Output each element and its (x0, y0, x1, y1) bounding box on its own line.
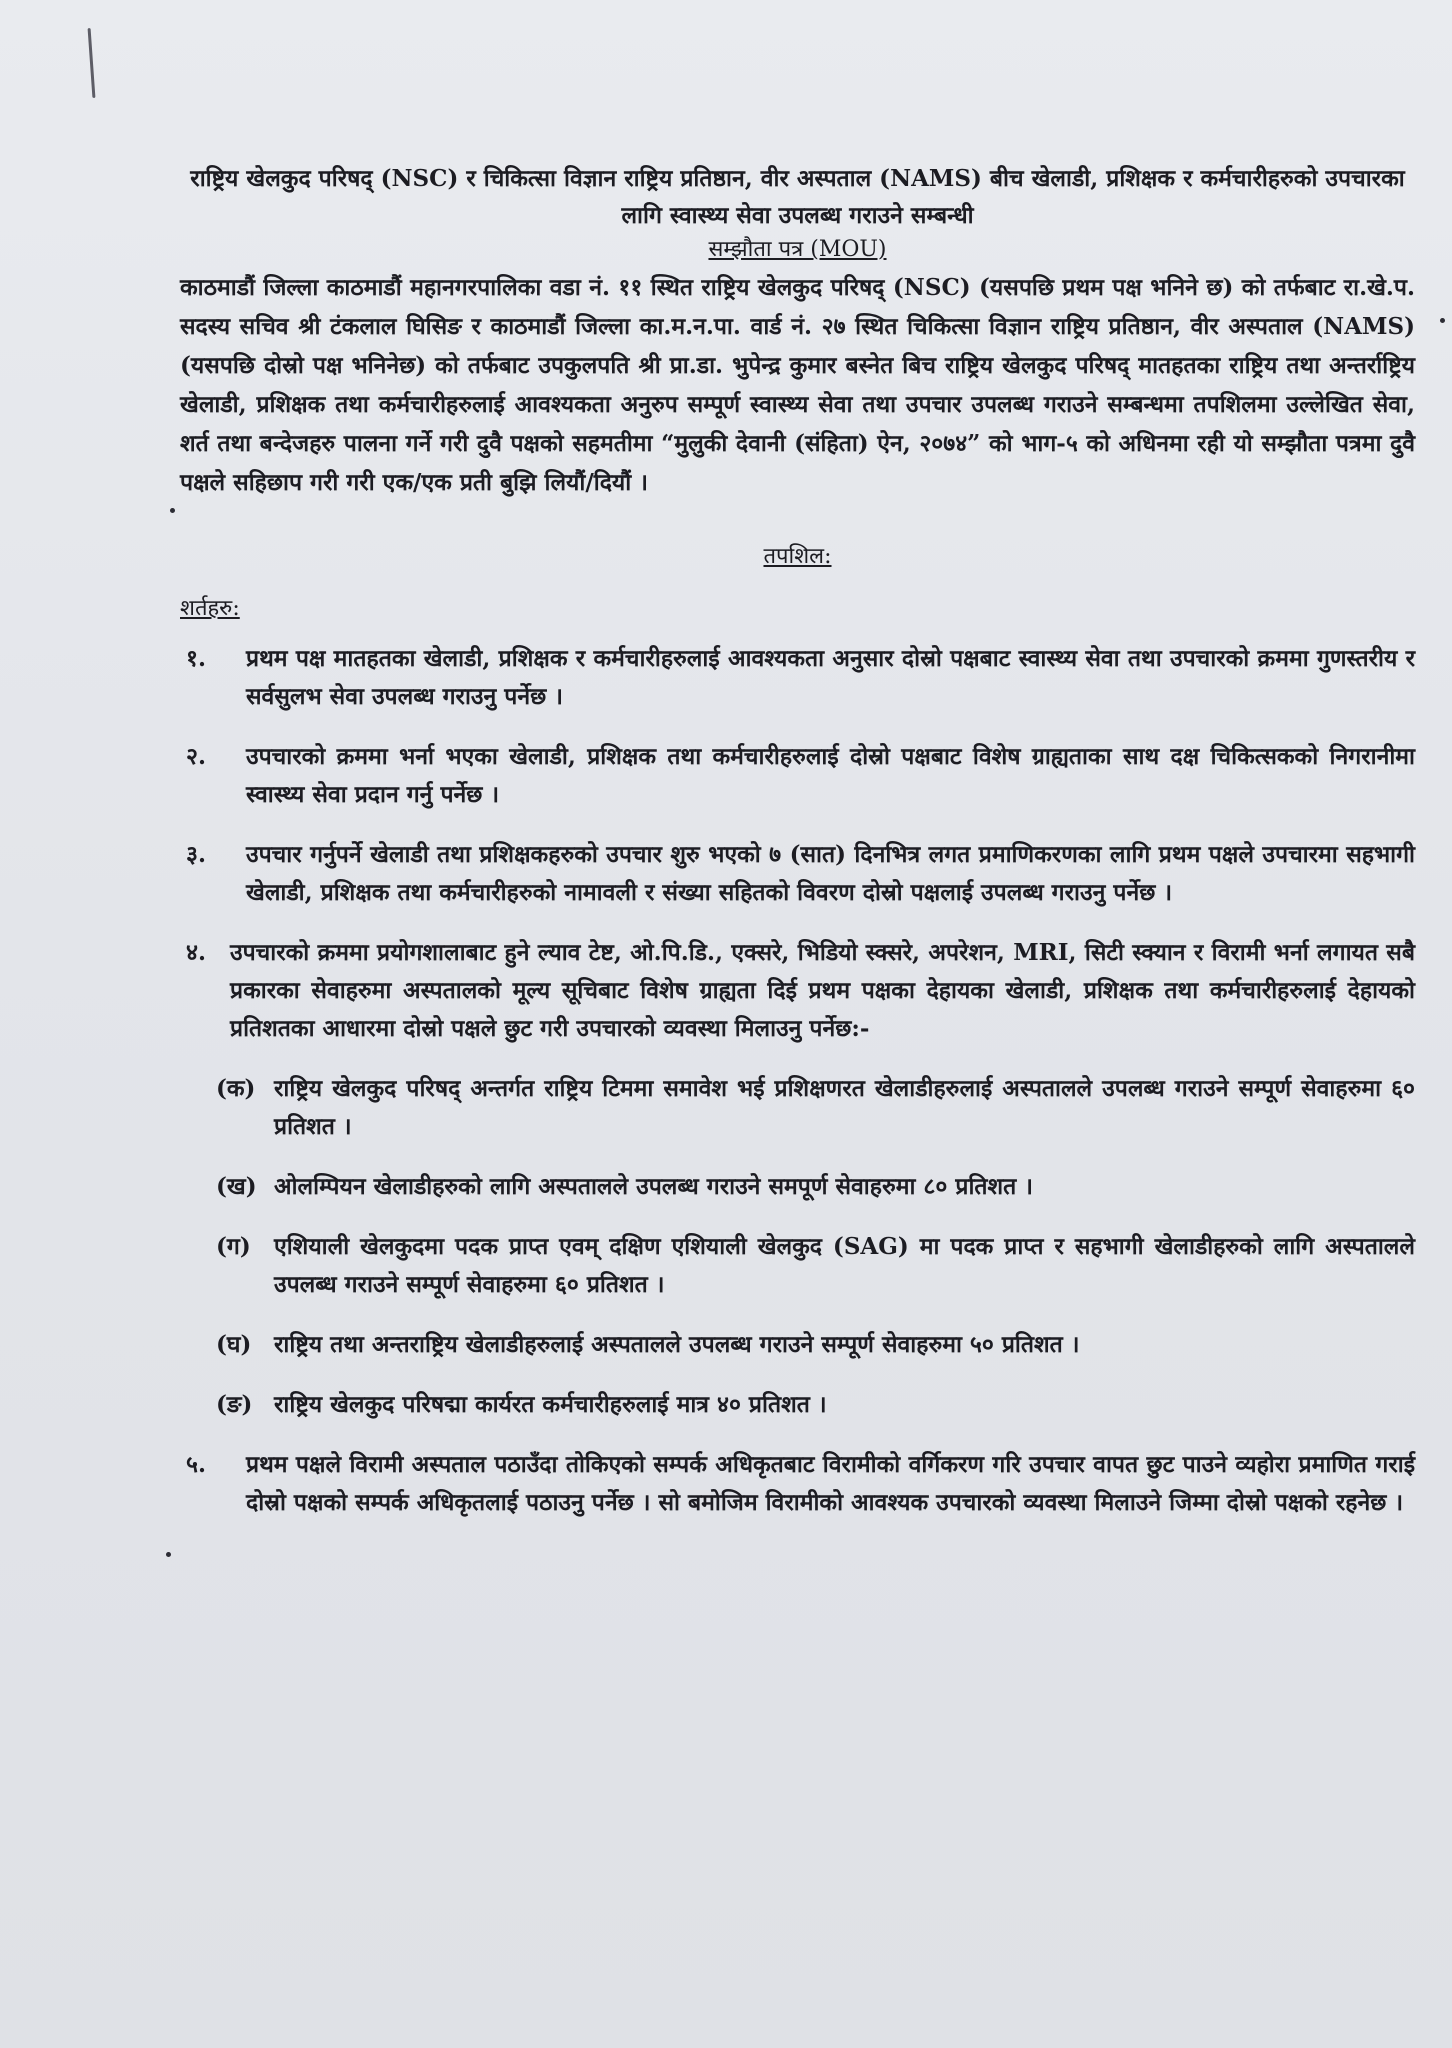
document-subtitle (180, 234, 1415, 266)
conditions-heading-text: शर्तहरु: (180, 596, 240, 621)
subclause-ka (180, 1070, 1415, 1146)
subclause-label: (ङ) (216, 1391, 253, 1418)
subtitle-text: सम्झौता पत्र (MOU) (708, 237, 887, 262)
clause-text: उपचारको क्रममा प्रयोगशालाबाट हुने ल्याव टेष्ट, ओ.पि.डि., एक्सरे, भिडियो स्क्सरे, अपरेशन, MRI, सिटी स्क्यान र विरामी भर्ना लगायत सबै प्रकारका सेवाहरुमा अस्पतालको मूल्य सूचिबाट विशेष ग्राह्यता दिई प्रथम पक्षका देहायका खेलाडी, प्रशिक्षक तथा कर्मचारीहरुलाई देहायको प्रतिशतका आधारमा दोस्रो पक्षले छुट गरी उपचारको व्यवस्था मिलाउनु पर्नेछ:- (230, 939, 1415, 1042)
subclause-text: एशियाली खेलकुदमा पदक प्राप्त एवम् दक्षिण एशियाली खेलकुद (SAG) मा पदक प्राप्त र सहभागी खेलाडीहरुको लागि अस्पतालले उपलब्ध गराउने सम्पूर्ण सेवाहरुमा ६० प्रतिशत । (274, 1233, 1415, 1298)
speck-mark (166, 1552, 171, 1557)
subclause-gha (180, 1326, 1415, 1364)
subclause-list (180, 1070, 1415, 1424)
speck-mark (170, 508, 175, 513)
subclause-kha (180, 1168, 1415, 1206)
clause-number: ४. (186, 939, 206, 966)
clause-text: उपचारको क्रममा भर्ना भएका खेलाडी, प्रशिक्षक तथा कर्मचारीहरुलाई दोस्रो पक्षबाट विशेष ग्राह्यताका साथ दक्ष चिकित्सकको निगरानीमा स्वास्थ्य सेवा प्रदान गर्नु पर्नेछ । (246, 743, 1415, 808)
clause-number: १. (186, 645, 206, 672)
document-title: राष्ट्रिय खेलकुद परिषद् (NSC) र चिकित्सा विज्ञान राष्ट्रिय प्रतिष्ठान, वीर अस्पताल (NAMS) बीच खेलाडी, प्रशिक्षक र कर्मचारीहरुको उपचारका लागि स्वास्थ्य सेवा उपलब्ध गराउने सम्बन्धी (190, 165, 1405, 229)
subclause-ga (180, 1228, 1415, 1304)
clause-text: प्रथम पक्ष मातहतका खेलाडी, प्रशिक्षक र कर्मचारीहरुलाई आवश्यकता अनुसार दोस्रो पक्षबाट स्वास्थ्य सेवा तथा उपचारको क्रममा गुणस्तरीय र सर्वसुलभ सेवा उपलब्ध गराउनु पर्नेछ । (246, 645, 1415, 710)
subclause-text: राष्ट्रिय तथा अन्तराष्ट्रिय खेलाडीहरुलाई अस्पतालले उपलब्ध गराउने सम्पूर्ण सेवाहरुमा ५० प्रतिशत । (274, 1331, 1080, 1358)
subclause-label: (क) (216, 1075, 256, 1102)
clause-text: प्रथम पक्षले विरामी अस्पताल पठाउँदा तोकिएको सम्पर्क अधिकृतबाट विरामीको वर्गिकरण गरि उपचार वापत छुट पाउने व्यहोरा प्रमाणित गराई दोस्रो पक्षको सम्पर्क अधिकृतलाई पठाउनु पर्नेछ । सो बमोजिम विरामीको आवश्यक उपचारको व्यवस्था मिलाउने जिम्मा दोस्रो पक्षको रहनेछ । (246, 1451, 1415, 1516)
speck-mark (1440, 318, 1445, 323)
clause-1 (180, 640, 1415, 716)
clause-5 (180, 1446, 1415, 1522)
subclause-label: (ग) (216, 1233, 251, 1260)
intro-paragraph: काठमाडौं जिल्ला काठमाडौं महानगरपालिका वडा नं. ११ स्थित राष्ट्रिय खेलकुद परिषद् (NSC) (यसपछि प्रथम पक्ष भनिने छ) को तर्फबाट रा.खे.प. सदस्य सचिव श्री टंकलाल घिसिङ र काठमाडौं जिल्ला का.म.न.पा. वार्ड नं. २७ स्थित चिकित्सा विज्ञान राष्ट्रिय प्रतिष्ठान, वीर अस्पताल (NAMS) (यसपछि दोस्रो पक्ष भनिनेछ) को तर्फबाट उपकुलपति श्री प्रा.डा. भुपेन्द्र कुमार बस्नेत बिच राष्ट्रिय खेलकुद परिषद् मातहतका राष्ट्रिय तथा अन्तर्राष्ट्रिय खेलाडी, प्रशिक्षक तथा कर्मचारीहरुलाई आवश्यकता अनुरुप सम्पूर्ण स्वास्थ्य सेवा तथा उपचार उपलब्ध गराउने सम्बन्धमा तपशिलमा उल्लेखित सेवा, शर्त तथा बन्देजहरु पालना गर्ने गरी दुवै पक्षको सहमतीमा “मुलुकी देवानी (संहिता) ऐन, २०७४” को भाग-५ को अधिनमा रही यो सम्झौता पत्रमा दुवै पक्षले सहिछाप गरी गरी एक/एक प्रती बुझि लियौं/दियौं । (180, 274, 1415, 496)
subclause-text: राष्ट्रिय खेलकुद परिषद् अन्तर्गत राष्ट्रिय टिममा समावेश भई प्रशिक्षणरत खेलाडीहरुलाई अस्पतालले उपलब्ध गराउने सम्पूर्ण सेवाहरुमा ६० प्रतिशत । (274, 1075, 1415, 1140)
clause-number: २. (186, 743, 206, 770)
schedule-heading (180, 540, 1415, 570)
clause-number: ३. (186, 841, 206, 868)
subclause-label: (घ) (216, 1331, 252, 1358)
clause-text: उपचार गर्नुपर्ने खेलाडी तथा प्रशिक्षकहरुको उपचार शुरु भएको ७ (सात) दिनभित्र लगत प्रमाणिकरणका लागि प्रथम पक्षले उपचारमा सहभागी खेलाडी, प्रशिक्षक तथा कर्मचारीहरुको नामावली र संख्या सहितको विवरण दोस्रो पक्षलाई उपलब्ध गराउनु पर्नेछ । (246, 841, 1415, 906)
subclause-text: ओलम्पियन खेलाडीहरुको लागि अस्पतालले उपलब्ध गराउने समपूर्ण सेवाहरुमा ८० प्रतिशत । (274, 1173, 1033, 1200)
subclause-text: राष्ट्रिय खेलकुद परिषद्मा कार्यरत कर्मचारीहरुलाई मात्र ४० प्रतिशत । (274, 1391, 827, 1418)
clause-2 (180, 738, 1415, 814)
conditions-heading (180, 592, 1415, 622)
subclause-label: (ख) (216, 1173, 257, 1200)
document-body (180, 160, 1415, 1544)
clause-number: ५. (186, 1451, 206, 1478)
clause-4 (180, 934, 1415, 1048)
subclause-nga (180, 1386, 1415, 1424)
schedule-heading-text: तपशिल: (763, 544, 832, 569)
clause-3 (180, 836, 1415, 912)
pen-mark (88, 28, 96, 98)
